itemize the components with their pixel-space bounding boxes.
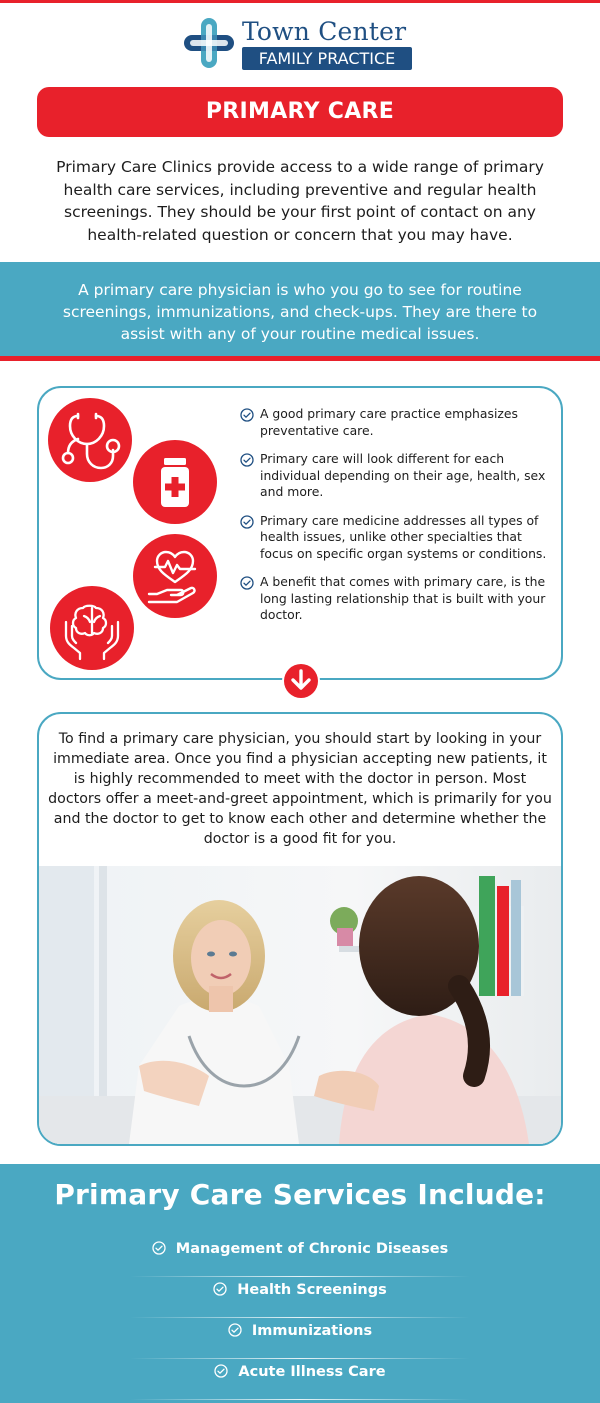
service-label: Health Screenings: [237, 1282, 387, 1298]
service-item: [130, 1360, 470, 1400]
divider: [130, 1317, 470, 1318]
divider: [130, 1399, 470, 1400]
info-band-accent: [0, 356, 600, 361]
logo: [182, 16, 422, 72]
service-label: Acute Illness Care: [238, 1364, 386, 1380]
list-item-text: Primary care medicine addresses all types of health issues, unlike other specialties that focus on specific organ systems or conditions.: [260, 512, 547, 561]
benefits-list: [240, 406, 558, 636]
check-circle-icon: [240, 453, 254, 467]
list-item: [240, 513, 558, 563]
service-item: [130, 1319, 470, 1359]
logo-subtitle: FAMILY PRACTICE: [242, 47, 412, 70]
stethoscope-icon: [48, 398, 132, 482]
divider: [130, 1358, 470, 1359]
check-circle-icon: [240, 576, 254, 590]
check-circle-icon: [228, 1323, 242, 1337]
service-item: [130, 1237, 470, 1277]
brain-hands-icon: [50, 586, 134, 670]
divider: [130, 1276, 470, 1277]
down-arrow-icon: [282, 662, 320, 700]
service-label: Immunizations: [251, 1323, 373, 1339]
check-circle-icon: [214, 1364, 228, 1378]
top-accent-line: [0, 0, 600, 3]
heart-hand-icon: [133, 534, 217, 618]
medicine-bottle-icon: [133, 440, 217, 524]
services-title: Primary Care Services Include:: [54, 1178, 546, 1211]
find-physician-text: To find a primary care physician, you should start by looking in your immediate area. Once you find a physician accepting new patients, it is highly recommended to meet with the doctor in person. Most doctors offer a meet-and-greet appointment, which is primarily for you and the doctor to get to know each other and determine whether the doctor is a good fit for you.: [48, 731, 552, 847]
check-circle-icon: [213, 1282, 227, 1296]
intro-paragraph: Primary Care Clinics provide access to a wide range of primary health care services, including preventive and regular health screenings. They should be your first point of contact on any health-related question or concern that you may have.: [56, 158, 544, 244]
check-circle-icon: [240, 408, 254, 422]
list-item-text: A good primary care practice emphasizes preventative care.: [260, 406, 518, 438]
service-label: Management of Chronic Diseases: [175, 1241, 449, 1257]
list-item-text: A benefit that comes with primary care, is the long lasting relationship that is built with your doctor.: [260, 574, 546, 622]
logo-title: Town Center: [242, 17, 407, 46]
service-item: [130, 1278, 470, 1318]
check-circle-icon: [240, 515, 254, 529]
check-circle-icon: [152, 1241, 166, 1255]
list-item-text: Primary care will look different for each individual depending on their age, health, sex and more.: [260, 451, 546, 499]
info-band-text: A primary care physician is who you go to see for routine screenings, immunizations, and check-ups. They are there to assist with any of your routine medical issues.: [62, 281, 538, 343]
medical-cross-logo-icon: [182, 16, 236, 70]
page-title-banner: PRIMARY CARE: [37, 87, 563, 137]
list-item: [240, 451, 558, 501]
list-item: [240, 406, 558, 439]
doctor-consultation-photo: [39, 866, 561, 1144]
list-item: [240, 574, 558, 624]
